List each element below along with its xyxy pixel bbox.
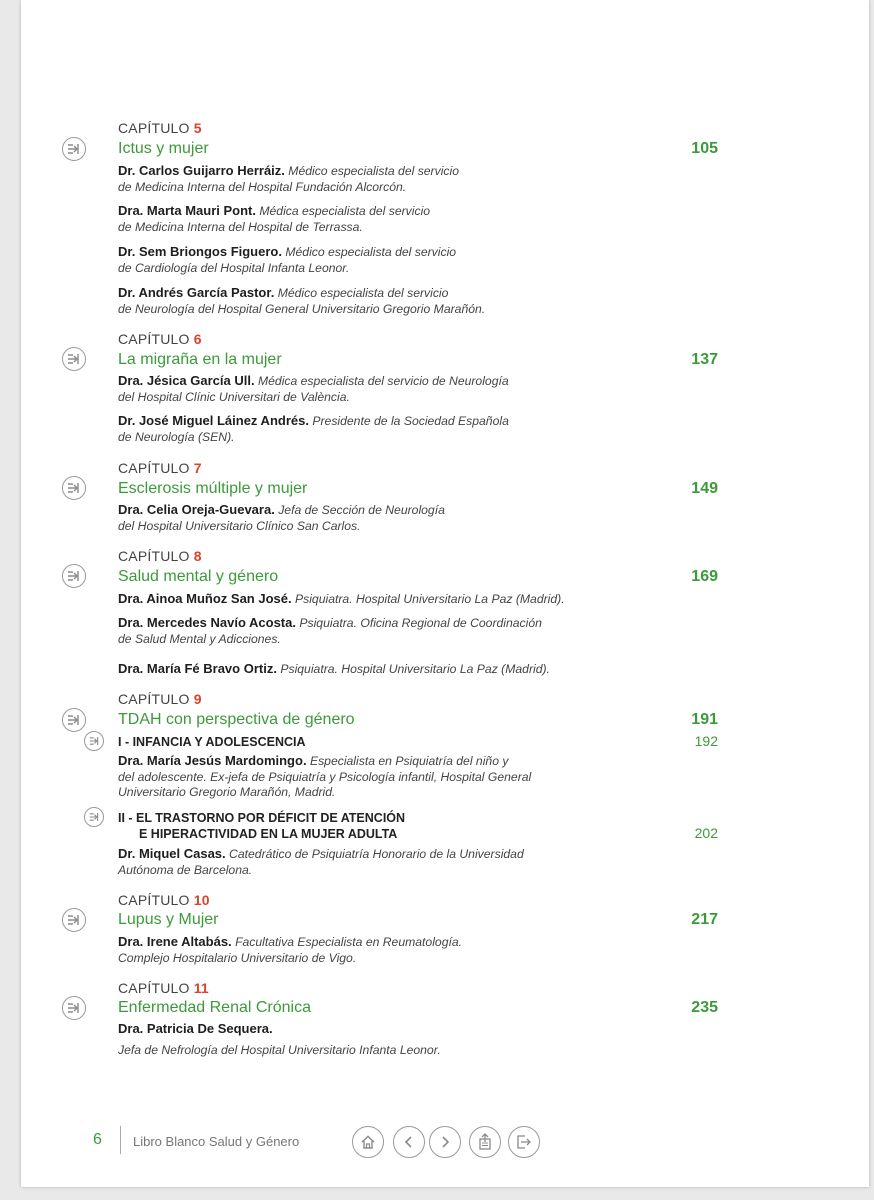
footer-page-number: 6 xyxy=(93,1131,102,1148)
author-entry: Dra. María Fé Bravo Ortiz. Psiquiatra. Hospital Universitario La Paz (Madrid). xyxy=(118,661,550,676)
exit-button[interactable] xyxy=(508,1126,540,1158)
section-1-title[interactable]: I - INFANCIA Y ADOLESCENCIA xyxy=(118,735,306,749)
footer-divider xyxy=(120,1126,121,1154)
exit-icon xyxy=(516,1135,532,1149)
footer-book-title: Libro Blanco Salud y Género xyxy=(133,1134,300,1149)
chapter-9-title[interactable]: TDAH con perspectiva de género xyxy=(118,711,355,728)
author-entry: Dra. Celia Oreja-Guevara. Jefa de Sección de Neurología del Hospital Universitario Clínico San Carlos. xyxy=(118,502,445,533)
chapter-11-title[interactable]: Enfermedad Renal Crónica xyxy=(118,999,311,1016)
chapter-7-page[interactable]: 149 xyxy=(691,480,718,497)
chapter-10-link-icon[interactable] xyxy=(62,908,86,932)
author-entry: Dr. Carlos Guijarro Herráiz. Médico especialista del servicio de Medicina Interna del Hospital Fundación Alcorcón. xyxy=(118,163,459,194)
chapter-10-label: CAPÍTULO 10 xyxy=(118,892,210,908)
chapter-7-link-icon[interactable] xyxy=(62,476,86,500)
author-entry: Dr. Miquel Casas. Catedrático de Psiquiatría Honorario de la Universidad Autónoma de Barcelona. xyxy=(118,846,524,877)
chapter-5-link-icon[interactable] xyxy=(62,137,86,161)
author-description: Jefa de Nefrología del Hospital Universitario Infanta Leonor. xyxy=(118,1043,441,1057)
chapter-5-label: CAPÍTULO 5 xyxy=(118,120,202,136)
chapter-6-label: CAPÍTULO 6 xyxy=(118,331,202,347)
chapter-6-title[interactable]: La migraña en la mujer xyxy=(118,351,282,368)
chevron-right-icon xyxy=(438,1135,452,1149)
chapter-11-label: CAPÍTULO 11 xyxy=(118,980,209,996)
chapter-11-page[interactable]: 235 xyxy=(691,999,718,1016)
section-1-link-icon[interactable] xyxy=(84,731,104,751)
chapter-5-title[interactable]: Ictus y mujer xyxy=(118,140,209,157)
author-entry: Dra. Ainoa Muñoz San José. Psiquiatra. Hospital Universitario La Paz (Madrid). xyxy=(118,591,565,606)
chapter-6-page[interactable]: 137 xyxy=(691,351,718,368)
author-entry: Dr. Sem Briongos Figuero. Médico especialista del servicio de Cardiología del Hospital Infanta Leonor. xyxy=(118,244,457,275)
author-entry: Dr. Andrés García Pastor. Médico especialista del servicio de Neurología del Hospital General Universitario Gregorio Marañón. xyxy=(118,285,486,316)
section-2-page[interactable]: 202 xyxy=(694,825,718,841)
author-entry: Dr. José Miguel Láinez Andrés. Presidente de la Sociedad Española de Neurología (SEN). xyxy=(118,413,509,444)
chapter-7-label: CAPÍTULO 7 xyxy=(118,460,202,476)
chapter-8-page[interactable]: 169 xyxy=(691,568,718,585)
next-page-button[interactable] xyxy=(429,1126,461,1158)
home-button[interactable] xyxy=(352,1126,384,1158)
section-2-title-line1[interactable]: II - EL TRASTORNO POR DÉFICIT DE ATENCIÓN xyxy=(118,811,406,825)
chapter-10-title[interactable]: Lupus y Mujer xyxy=(118,911,219,928)
author-entry: Dra. Marta Mauri Pont. Médica especialista del servicio de Medicina Interna del Hospital de Terrassa. xyxy=(118,203,431,234)
chapter-9-page[interactable]: 191 xyxy=(691,711,718,728)
chapter-5-page[interactable]: 105 xyxy=(691,140,718,157)
chapter-8-label: CAPÍTULO 8 xyxy=(118,548,202,564)
chapter-11-link-icon[interactable] xyxy=(62,996,86,1020)
chevron-left-icon xyxy=(402,1135,416,1149)
author-entry: Dra. Irene Altabás. Facultativa Especialista en Reumatología. Complejo Hospitalario Universitario de Vigo. xyxy=(118,934,463,965)
previous-page-button[interactable] xyxy=(393,1126,425,1158)
chapter-8-link-icon[interactable] xyxy=(62,564,86,588)
chapter-9-link-icon[interactable] xyxy=(62,708,86,732)
chapter-6-link-icon[interactable] xyxy=(62,347,86,371)
author-entry: Dra. María Jesús Mardomingo. Especialista en Psiquiatría del niño y del adolescente. Ex-jefa de Psiquiatría y Psicología infantil, Hospital General Universitario Gregorio Marañón, Madrid. xyxy=(118,753,532,799)
document-page xyxy=(21,0,869,1187)
download-icon xyxy=(477,1133,493,1151)
download-button[interactable] xyxy=(469,1126,501,1158)
author-entry: Dra. Mercedes Navío Acosta. Psiquiatra. Oficina Regional de Coordinación de Salud Mental y Adicciones. xyxy=(118,615,542,646)
chapter-10-page[interactable]: 217 xyxy=(691,911,718,928)
section-2-title-line2[interactable]: E HIPERACTIVIDAD EN LA MUJER ADULTA xyxy=(139,827,398,841)
chapter-8-title[interactable]: Salud mental y género xyxy=(118,568,279,585)
author-entry: Dra. Patricia De Sequera. xyxy=(118,1021,273,1036)
author-entry: Dra. Jésica García Ull. Médica especialista del servicio de Neurología del Hospital Clínic Universitari de València. xyxy=(118,373,509,404)
chapter-9-label: CAPÍTULO 9 xyxy=(118,691,202,707)
section-2-link-icon[interactable] xyxy=(84,807,104,827)
section-1-page[interactable]: 192 xyxy=(694,733,718,749)
home-icon xyxy=(360,1134,376,1150)
chapter-7-title[interactable]: Esclerosis múltiple y mujer xyxy=(118,480,308,497)
